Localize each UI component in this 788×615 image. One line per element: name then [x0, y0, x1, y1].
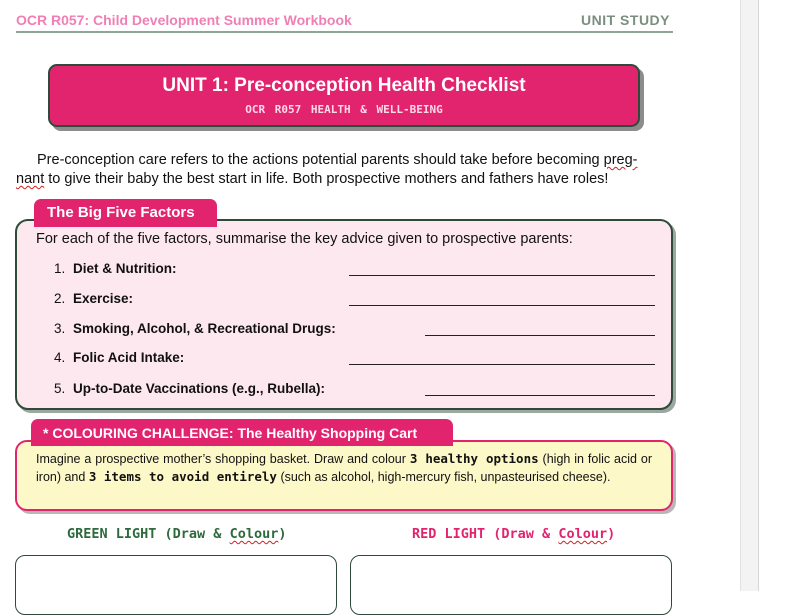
factor-item-exercise: 2. Exercise: — [54, 291, 134, 306]
factor-item-smoking: 3. Smoking, Alcohol, & Recreational Drugs: — [54, 321, 336, 336]
spelling-flag-preg[interactable]: preg- — [603, 152, 638, 168]
unit-title-banner — [48, 64, 640, 127]
big-five-tab: The Big Five Factors — [34, 199, 217, 227]
intro-text-2: to give their baby the best start in life. Both prospective mothers and fathers have roles! — [44, 171, 609, 187]
green-light-drawing-area[interactable] — [15, 555, 337, 615]
healthy-options-emphasis: 3 healthy options — [409, 451, 539, 466]
page-gutter — [740, 0, 758, 591]
answer-line-vaccinations[interactable] — [425, 395, 655, 396]
unit-subtitle: OCR R057 HEALTH & WELL-BEING — [245, 103, 443, 116]
factor-item-folic-acid: 4. Folic Acid Intake: — [54, 350, 185, 365]
red-light-drawing-area[interactable] — [350, 555, 672, 615]
answer-line-folic-acid[interactable] — [349, 364, 655, 365]
answer-line-diet[interactable] — [349, 275, 655, 276]
header-divider — [16, 31, 673, 33]
answer-line-smoking[interactable] — [425, 335, 655, 336]
factor-item-vaccinations: 5. Up-to-Date Vaccinations (e.g., Rubella): — [54, 381, 326, 396]
challenge-instructions: Imagine a prospective mother’s shopping basket. Draw and colour 3 healthy options (high in folic acid or iron) and 3 items to avoid entirely (such as alcohol, high-mercury fish, unpasteurised cheese). — [36, 451, 652, 484]
answer-line-exercise[interactable] — [349, 305, 655, 306]
spelling-flag-colour-red[interactable]: Colour — [558, 526, 608, 542]
colouring-challenge-tab: * COLOURING CHALLENGE: The Healthy Shopping Cart — [31, 419, 453, 446]
vertical-scrollbar[interactable] — [758, 0, 788, 591]
unit-title: UNIT 1: Pre-conception Health Checklist — [162, 75, 526, 96]
workbook-title: OCR R057: Child Development Summer Workbook — [16, 12, 352, 28]
green-light-heading: GREEN LIGHT (Draw & Colour) — [67, 526, 287, 542]
factor-item-diet: 1. Diet & Nutrition: — [54, 261, 177, 276]
red-light-heading: RED LIGHT (Draw & Colour) — [412, 526, 616, 542]
intro-text-1: Pre-conception care refers to the actions potential parents should take before becoming — [37, 152, 604, 168]
spelling-flag-colour-green[interactable]: Colour — [229, 526, 279, 542]
intro-paragraph — [16, 151, 671, 189]
spelling-flag-nant[interactable]: nant — [16, 171, 45, 187]
big-five-instruction: For each of the five factors, summarise the key advice given to prospective parents: — [36, 231, 573, 247]
unit-study-label: UNIT STUDY — [581, 12, 670, 28]
avoid-items-emphasis: 3 items to avoid entirely — [88, 469, 277, 484]
